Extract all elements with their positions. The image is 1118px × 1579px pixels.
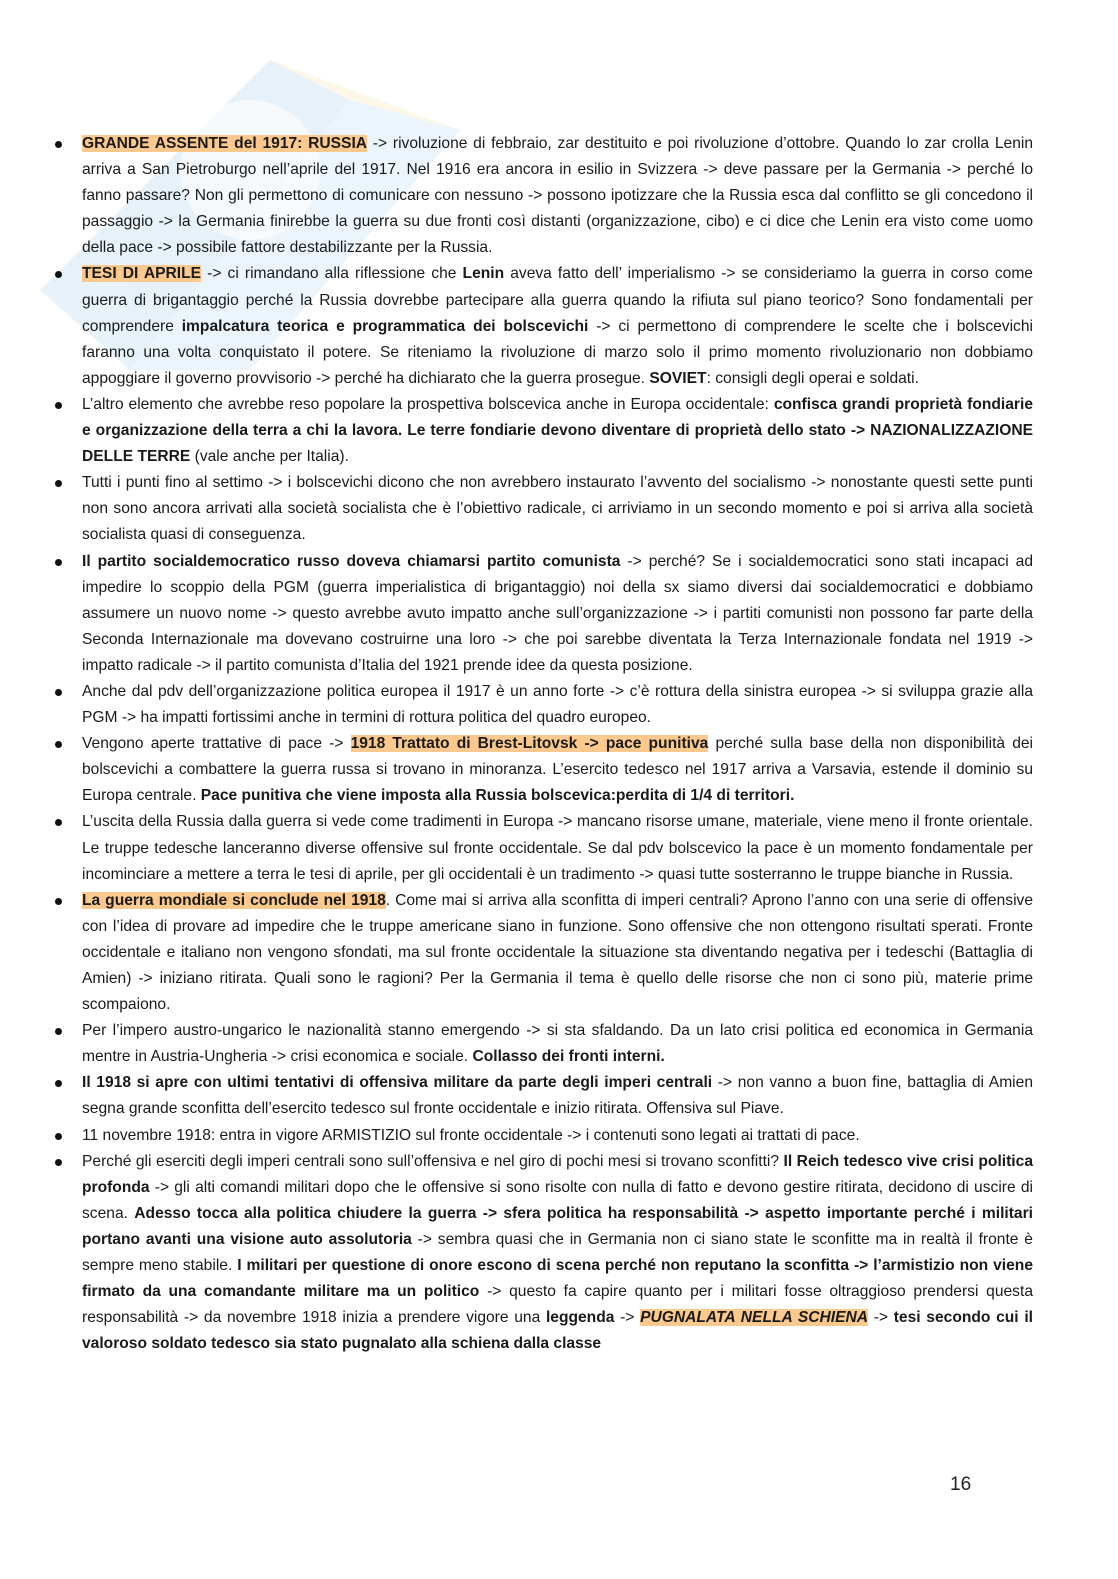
highlighted-text: TESI DI APRILE: [82, 265, 202, 283]
bold-text: confisca grandi proprietà fondiarie e organizzazione della terra a chi la lavora. Le terre fondiarie devono diventare di proprietà dello stato -> NAZIONALIZZAZIONE DELLE TERRE: [82, 395, 1033, 466]
bold-text: Pace punitiva che viene imposta alla Russia bolscevica:perdita di 1/4 di territori.: [200, 787, 795, 805]
bold-text: SOVIET: [649, 369, 707, 387]
text-segment: Vengono aperte trattative di pace ->: [82, 735, 351, 753]
bullet-item: [53, 1018, 1033, 1070]
text-segment: L’uscita della Russia dalla guerra si vede come tradimenti in Europa -> mancano risorse umane, materiale, viene meno il fronte orientale. Le truppe tedesche lanceranno diverse offensive sul fronte occidentale. Se dal pdv bolscevico la pace è un momento fondamentale per incominciare a mettere a terra le tesi di aprile, per gli occidentali è un tradimento -> quasi tutte sosterranno le truppe bianche in Russia.: [82, 813, 1033, 883]
bullet-item: [53, 809, 1033, 887]
highlighted-text: 1918 Trattato di Brest-Litovsk -> pace punitiva: [350, 735, 709, 753]
page-number: 16: [950, 1474, 972, 1495]
bullet-item: [53, 131, 1033, 261]
bold-text: I militari per questione di onore escono di scena perché non reputano la sconfitta -> l’armistizio non viene firmato da una comandante militare ma un politico: [82, 1257, 1033, 1301]
bold-text: Lenin: [462, 265, 505, 283]
text-segment: : consigli degli operai e soldati.: [706, 369, 919, 387]
bullet-item: [53, 731, 1033, 809]
bold-text: Il partito socialdemocratico russo doveva chiamarsi partito comunista: [82, 552, 621, 570]
text-segment: Perché gli eserciti degli imperi centrali sono sull’offensiva e nel giro di pochi mesi si trovano sconfitti?: [82, 1152, 784, 1170]
text-segment: L’altro elemento che avrebbe reso popolare la prospettiva bolscevica anche in Europa occidentale:: [82, 395, 774, 413]
bullet-item: [53, 549, 1033, 679]
bold-text: Il Reich tedesco vive crisi politica profonda: [82, 1152, 1033, 1196]
text-segment: -> rivoluzione di febbraio, zar destituito e poi rivoluzione d’ottobre. Quando lo zar crolla Lenin arriva a San Pietroburgo nell’aprile del 1917. Nel 1916 era ancora in esilio in Svizzera -> deve passare per la Germania -> perché lo fanno passare? Non gli permettono di comunicare con nessuno -> possono ipotizzare che la Russia esca dal conflitto se gli concedono il passaggio -> la Germania finirebbe la guerra su due fronti così distanti (organizzazione, cibo) e ci dice che Lenin era visto come uomo della pace -> possibile fattore destabilizzante per la Russia.: [82, 135, 1033, 257]
text-segment: -> ci permettono di comprendere le scelte che i bolscevichi faranno una volta conquistato il potere. Se riteniamo la rivoluzione di marzo solo il primo momento rivoluzionario non dobbiamo appoggiare il governo provvisorio -> perché ha dichiarato che la guerra prosegue.: [82, 317, 1033, 387]
bold-text: Adesso tocca alla politica chiudere la guerra -> sfera politica ha responsabilità -> aspetto importante perché i militari portano avanti una visione auto assolutoria: [82, 1204, 1034, 1248]
text-segment: -> non vanno a buon fine, battaglia di Amien segna grande sconfitta dell’esercito tedesco sul fronte occidentale e inizio ritirata. Offensiva sul Piave.: [82, 1074, 1033, 1118]
bullet-item: [53, 888, 1033, 1018]
text-segment: -> gli alti comandi militari dopo che le offensive si sono risolte con nulla di fatto e devono gestire ritirata, decidono di uscire di scena.: [82, 1178, 1033, 1222]
text-segment: aveva fatto dell’ imperialismo -> se consideriamo la guerra in corso come guerra di brigantaggio perché la Russia dovrebbe partecipare alla guerra quando la rifiuta sul piano teorico? Sono fondamentali per comprendere: [82, 265, 1033, 335]
text-segment: ->: [614, 1309, 641, 1327]
bullet-item: [53, 1070, 1033, 1122]
text-segment: Anche dal pdv dell’organizzazione politica europea il 1917 è un anno forte -> c’è rottura della sinistra europea -> si sviluppa grazie alla PGM -> ha impatti fortissimi anche in termini di rottura politica del quadro europeo.: [82, 682, 1033, 727]
bullet-item: [53, 261, 1033, 391]
text-segment: (vale anche per Italia).: [190, 448, 349, 466]
text-segment: -> perché? Se i socialdemocratici sono stati incapaci ad impedire lo scoppio della PGM (guerra imperialistica di brigantaggio) noi della sx siamo diversi dai socialdemocratici e dobbiamo assumere un nuovo nome -> questo avrebbe avuto impatto anche sull’organizzazione -> i partiti comunisti non possono far parte della Seconda Internazionale ma dovevano costruirne una loro -> che poi sarebbe diventata la Terza Internazionale fondata nel 1919 -> impatto radicale -> il partito comunista d’Italia del 1921 prende idee da questa posizione.: [82, 552, 1033, 674]
bullet-item: [53, 392, 1033, 470]
bold-text: leggenda: [545, 1309, 615, 1327]
text-segment: -> questo fa capire quanto per i militari fosse oltraggioso prendersi questa responsabilità -> da novembre 1918 inizia a prendere vigore una: [82, 1283, 1033, 1327]
bullet-list: [53, 131, 1033, 1357]
text-segment: Per l’impero austro-ungarico le nazionalità stanno emergendo -> si sta sfaldando. Da un lato crisi politica ed economica in Germania mentre in Austria-Ungheria -> crisi economica e sociale.: [82, 1022, 1033, 1066]
text-segment: -> sembra quasi che in Germania non ci siano state le sconfitte ma in realtà il fronte è sempre meno stabile.: [82, 1230, 1033, 1275]
bullet-item: [53, 1123, 1033, 1149]
highlighted-text: GRANDE ASSENTE del 1917: RUSSIA: [82, 135, 368, 152]
bold-text: impalcatura teorica e programmatica dei bolscevichi: [181, 317, 589, 335]
text-segment: ->: [868, 1309, 894, 1327]
text-segment: Tutti i punti fino al settimo -> i bolscevichi dicono che non avrebbero instaurato l’avvento del socialismo -> nonostante questi sette punti non sono ancora arrivati alla società socialista che è l’obiettivo radicale, ci arriviamo in un secondo momento e poi si arriva alla società socialista quasi di conseguenza.: [82, 474, 1033, 544]
text-segment: perché sulla base della non disponibilità dei bolscevichi a combattere la guerra russa si trovano in minoranza. L’esercito tedesco nel 1917 arriva a Varsavia, estende il dominio su Europa centrale.: [82, 735, 1034, 805]
bold-text: Il 1918 si apre con ultimi tentativi di offensiva militare da parte degli imperi centrali: [82, 1074, 713, 1092]
bullet-item: [53, 470, 1033, 548]
bullet-item: [53, 1149, 1033, 1358]
bullet-item: [53, 679, 1033, 731]
document-body: [53, 131, 1033, 1357]
bold-text: Collasso dei fronti interni.: [472, 1048, 665, 1066]
highlighted-text: La guerra mondiale si conclude nel 1918: [82, 891, 386, 909]
bold-text: tesi secondo cui il valoroso soldato tedesco sia stato pugnalato alla schiena dalla classe: [82, 1309, 1033, 1353]
text-segment: . Come mai si arriva alla sconfitta di imperi centrali? Aprono l’anno con una serie di offensive con l’idea di provare ad impedire che le truppe americane siano in funzione. Sono offensive che non ottengono risultati sperati. Fronte occidentale e italiano non vengono sfondati, ma sul fronte occidentale la situazione sta diventando negativa per i tedeschi (Battaglia di Amien) -> iniziano ritirata. Quali sono le ragioni? Per la Germania il tema è quello delle risorse che non ci sono più, materie prime scompaiono.: [82, 891, 1034, 1014]
highlighted-text: PUGNALATA NELLA SCHIENA: [640, 1309, 869, 1327]
text-segment: -> ci rimandano alla riflessione che: [201, 265, 463, 283]
text-segment: 11 novembre 1918: entra in vigore ARMISTIZIO sul fronte occidentale -> i contenuti sono legati ai trattati di pace.: [82, 1126, 860, 1144]
